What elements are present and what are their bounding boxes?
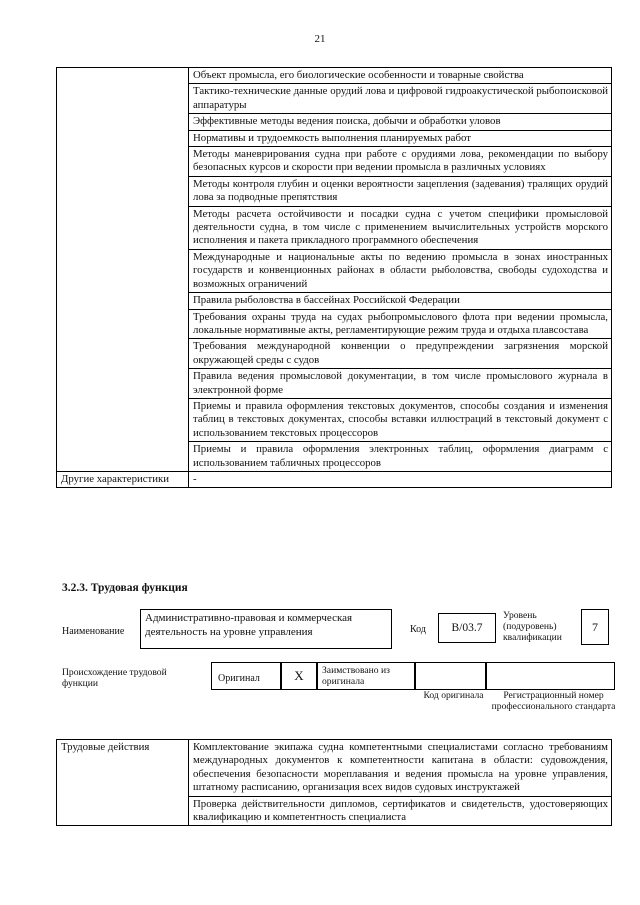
registration-number-caption: Регистрационный номер профессионального стандарта	[491, 690, 616, 712]
knowledge-item: Эффективные методы ведения поиска, добычи и обработки уловов	[189, 114, 612, 130]
knowledge-item: Методы контроля глубин и оценки вероятности зацепления (задевания) тралящих орудий лова за подводные препятствия	[189, 176, 612, 206]
code-label: Код	[410, 624, 426, 635]
other-characteristics-value: -	[189, 471, 612, 487]
table-row	[57, 68, 612, 84]
borrowed-cell	[317, 662, 415, 690]
level-label: Уровень (подуровень) квалификации	[503, 610, 562, 643]
original-code-cell	[415, 662, 486, 690]
knowledge-item: Нормативы и трудоемкость выполнения планируемых работ	[189, 130, 612, 146]
section-heading: 3.2.3. Трудовая функция	[62, 582, 188, 594]
labor-action-item: Комплектование экипажа судна компетентными специалистами согласно требованиям международных документов к компетентности капитана в области: судовождения, обеспечения безопасности мореплавания и ведения промысла на уровне управления, штатному расписанию, организация всех видов судовых инструктажей	[189, 740, 612, 797]
knowledge-item: Правила рыболовства в бассейнах Российской Федерации	[189, 293, 612, 309]
table-row	[57, 740, 612, 797]
knowledge-item: Приемы и правила оформления текстовых документов, способы создания и изменения таблиц в текстовых документах, способы вставки иллюстраций в текстовый документ с использованием текстовых процессоров	[189, 398, 612, 441]
knowledge-item: Правила ведения промысловой документации, в том числе промыслового журнала в электронной форме	[189, 369, 612, 399]
page-number: 21	[314, 33, 326, 45]
function-code-box: B/03.7	[438, 613, 496, 643]
empty-label-cell	[57, 68, 189, 472]
labor-actions-table	[56, 739, 612, 826]
knowledge-item: Требования международной конвенции о предупреждении загрязнения морской окружающей среды с судов	[189, 339, 612, 369]
name-label: Наименование	[62, 626, 125, 637]
labor-action-item: Проверка действительности дипломов, сертификатов и свидетельств, удостоверяющих квалификацию и компетентность специалиста	[189, 796, 612, 826]
knowledge-item: Тактико-технические данные орудий лова и цифровой гидроакустической рыбопоисковой аппаратуры	[189, 84, 612, 114]
origin-label: Происхождение трудовой функции	[62, 667, 167, 689]
knowledge-item: Объект промысла, его биологические особенности и товарные свойства	[189, 68, 612, 84]
original-mark: X	[294, 668, 304, 683]
knowledge-item: Международные и национальные акты по ведению промысла в зонах иностранных государств и конвенционных районах в области рыболовства, свободы судоходства и возможных ограничений	[189, 249, 612, 292]
other-characteristics-label: Другие характеристики	[57, 471, 189, 487]
function-name-box: Административно-правовая и коммерческая деятельность на уровне управления	[140, 609, 392, 649]
knowledge-item: Методы расчета остойчивости и посадки судна с учетом специфики промысловой деятельности судна, в том числе с применением вычислительных устройств морского исполнения и пакета прикладного программного обеспечения	[189, 206, 612, 249]
knowledge-item: Требования охраны труда на судах рыбопромыслового флота при ведении промысла, локальные нормативные акты, регламентирующие режим труда и отдыха плавсостава	[189, 309, 612, 339]
labor-actions-label: Трудовые действия	[57, 740, 189, 826]
qualification-level-box: 7	[581, 609, 609, 645]
registration-number-cell	[486, 662, 615, 690]
original-mark-cell	[281, 662, 317, 690]
original-cell	[211, 662, 281, 690]
original-label: Оригинал	[218, 673, 260, 684]
borrowed-label: Заимствовано из оригинала	[322, 665, 390, 687]
knowledge-item: Приемы и правила оформления электронных таблиц, оформления диаграмм с использованием табличных процессоров	[189, 442, 612, 472]
table-row	[57, 471, 612, 487]
knowledge-item: Методы маневрирования судна при работе с орудиями лова, рекомендации по выбору безопасных курсов и скорости при ведении промысла в различных условиях	[189, 147, 612, 177]
original-code-caption: Код оригинала	[423, 690, 484, 701]
knowledge-table	[56, 67, 612, 488]
origin-row	[211, 662, 615, 690]
